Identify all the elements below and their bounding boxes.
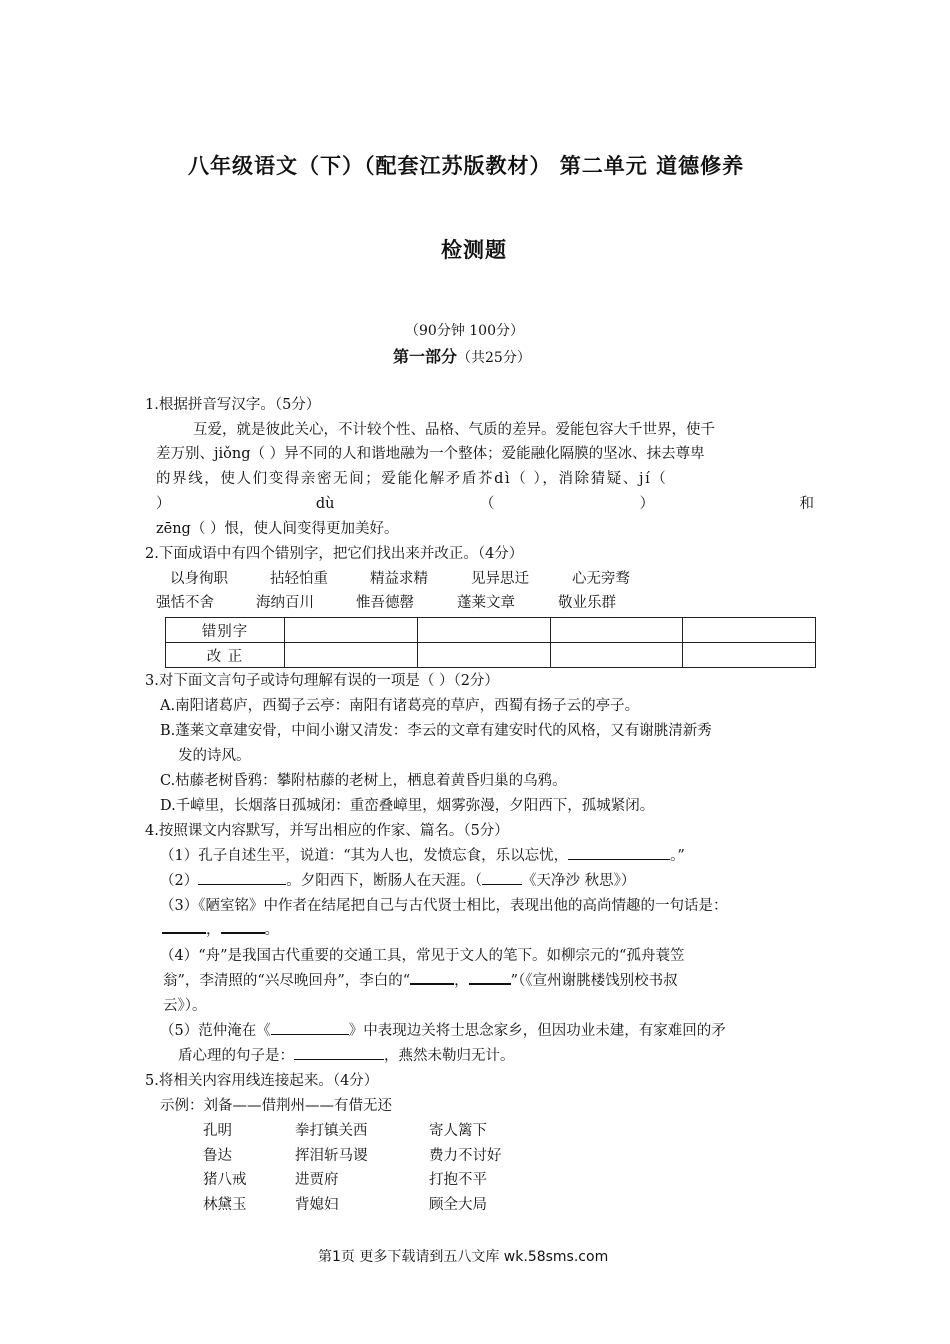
match-col3-item[interactable]: 费力不讨好 [429, 1148, 502, 1164]
q4-item3-line1: （3）《陋室铭》中作者在结尾把自己与古代贤士相比，表现出他的高尚情趣的一句话是： [160, 898, 728, 914]
q3-option-b-line1: B.蓬莱文章建安骨，中间小谢又清发：李云的文章有建安时代的风格，又有谢朓清新秀 [160, 723, 712, 739]
idiom-r2-3: 惟吾德罄 [356, 595, 414, 611]
table-row [166, 618, 816, 643]
match-col3-item[interactable]: 顾全大局 [429, 1197, 487, 1213]
answer-blank[interactable] [271, 1020, 349, 1035]
q1-line4: ） dù （ ） 和 [156, 496, 814, 512]
q4-item4-line2: 翁”，李清照的“兴尽晚回舟”，李白的“ ， ”（《宣州谢朓楼饯别校书叔 [163, 969, 678, 993]
match-col1-item[interactable]: 孔明 [203, 1123, 232, 1139]
doc-title-line2: 检测题 [441, 238, 507, 262]
typo-label: 错别字 [166, 618, 285, 643]
match-col1-item[interactable]: 鲁达 [203, 1148, 232, 1164]
q3-option-d: D.千嶂里，长烟落日孤城闭：重峦叠嶂里，烟雾弥漫，夕阳西下，孤城紧闭。 [160, 798, 655, 814]
answer-blank[interactable] [568, 845, 670, 860]
q4-heading: 4.按照课文内容默写，并写出相应的作家、篇名。（5分） [145, 823, 509, 839]
q1-line5: zēng（ ）恨，使人间变得更加美好。 [156, 521, 399, 537]
q4-item3-line2: ， 。 [162, 918, 279, 942]
page-footer: 第1页 更多下载请到五八文库 wk.58sms.com [318, 1249, 609, 1265]
answer-blank[interactable] [294, 1045, 384, 1060]
answer-blank[interactable] [198, 870, 286, 885]
match-col1-item[interactable]: 林黛玉 [203, 1197, 247, 1213]
q5-example: 示例：刘备——借荆州——有借无还 [160, 1098, 392, 1114]
part1-heading [393, 344, 531, 367]
q4-item5-line1: （5）范仲淹在《 》中表现边关将士思念家乡，但因功业未建，有家难回的矛 [160, 1019, 726, 1043]
match-col2-item[interactable]: 拳打镇关西 [295, 1123, 368, 1139]
answer-blank[interactable] [162, 918, 206, 934]
idiom-r1-5: 心无旁骛 [572, 571, 630, 587]
answer-blank[interactable] [482, 870, 522, 885]
q4-item4-line1: （4）“舟”是我国古代重要的交通工具，常见于文人的笔下。如柳宗元的“孤舟蓑笠 [160, 948, 685, 964]
match-col2-item[interactable]: 进贾府 [295, 1172, 339, 1188]
idiom-r2-2: 海纳百川 [256, 595, 314, 611]
idiom-r2-5: 敬业乐群 [558, 595, 616, 611]
q4-item4-line3: 云》）。 [163, 998, 207, 1014]
answer-cell[interactable] [285, 618, 418, 643]
match-col2-item[interactable]: 背媳妇 [295, 1197, 339, 1213]
answer-blank[interactable] [469, 969, 511, 985]
match-col2-item[interactable]: 挥泪斩马谡 [295, 1148, 368, 1164]
answer-blank[interactable] [410, 969, 454, 985]
match-col3-item[interactable]: 寄人篱下 [429, 1123, 487, 1139]
idiom-r1-2: 拈轻怕重 [270, 571, 328, 587]
match-col1-item[interactable]: 猪八戒 [203, 1172, 247, 1188]
answer-cell[interactable] [285, 643, 418, 668]
q1-heading: 1.根据拼音写汉字。（5分） [145, 397, 321, 413]
q4-item5-line2: 盾心理的句子是： ，燕然未勒归无计。 [178, 1044, 515, 1068]
q3-option-b-line2: 发的诗风。 [178, 748, 251, 764]
answer-cell[interactable] [683, 643, 816, 668]
idiom-r1-1: 以身徇职 [170, 571, 228, 587]
time-score: （90分钟 100分） [405, 323, 524, 339]
idiom-r2-4: 蓬莱文章 [457, 595, 515, 611]
match-col3-item[interactable]: 打抱不平 [429, 1172, 487, 1188]
q2-heading: 2.下面成语中有四个错别字，把它们找出来并改正。（4分） [145, 546, 524, 562]
idiom-r1-3: 精益求精 [370, 571, 428, 587]
answer-cell[interactable] [683, 618, 816, 643]
idiom-r1-4: 见异思迁 [471, 571, 529, 587]
part1-label: 第一部分 [393, 347, 458, 366]
answer-cell[interactable] [550, 618, 683, 643]
q4-item1: （1）孔子自述生平，说道：“其为人也，发愤忘食，乐以忘忧， 。” [160, 844, 685, 868]
q3-option-a: A.南阳诸葛庐，西蜀子云亭：南阳有诸葛亮的草庐，西蜀有扬子云的亭子。 [160, 698, 640, 714]
q3-option-c: C.枯藤老树昏鸦：攀附枯藤的老树上，栖息着黄昏归巢的乌鸦。 [160, 773, 567, 789]
correction-label: 改 正 [166, 643, 285, 668]
answer-cell[interactable] [417, 618, 550, 643]
q5-heading: 5.将相关内容用线连接起来。（4分） [145, 1073, 379, 1089]
q1-line3: 的界线，使人们变得亲密无间；爱能化解矛盾芥dì（ ），消除猜疑、jí（ [156, 471, 668, 487]
q3-heading: 3.对下面文言句子或诗句理解有误的一项是（ ）（2分） [145, 673, 499, 689]
answer-blank[interactable] [221, 918, 265, 934]
q4-item2: （2） 。夕阳西下，断肠人在天涯。（ 《天净沙 秋思》） [160, 869, 635, 893]
answer-cell[interactable] [417, 643, 550, 668]
answer-cell[interactable] [550, 643, 683, 668]
doc-title-line1: 八年级语文（下）（配套江苏版教材） 第二单元 道德修养 [188, 154, 745, 178]
q1-line2: 差万别、jiǒng（ ）异不同的人和谐地融为一个整体；爱能融化隔膜的坚冰、抹去尊卑 [156, 446, 705, 462]
q1-line1: 互爱，就是彼此关心，不计较个性、品格、气质的差异。爱能包容大千世界，使千 [193, 422, 715, 438]
part1-score: （共25分） [457, 350, 531, 366]
correction-table [165, 617, 816, 668]
idiom-r2-1: 强恬不舍 [156, 595, 214, 611]
table-row [166, 643, 816, 668]
